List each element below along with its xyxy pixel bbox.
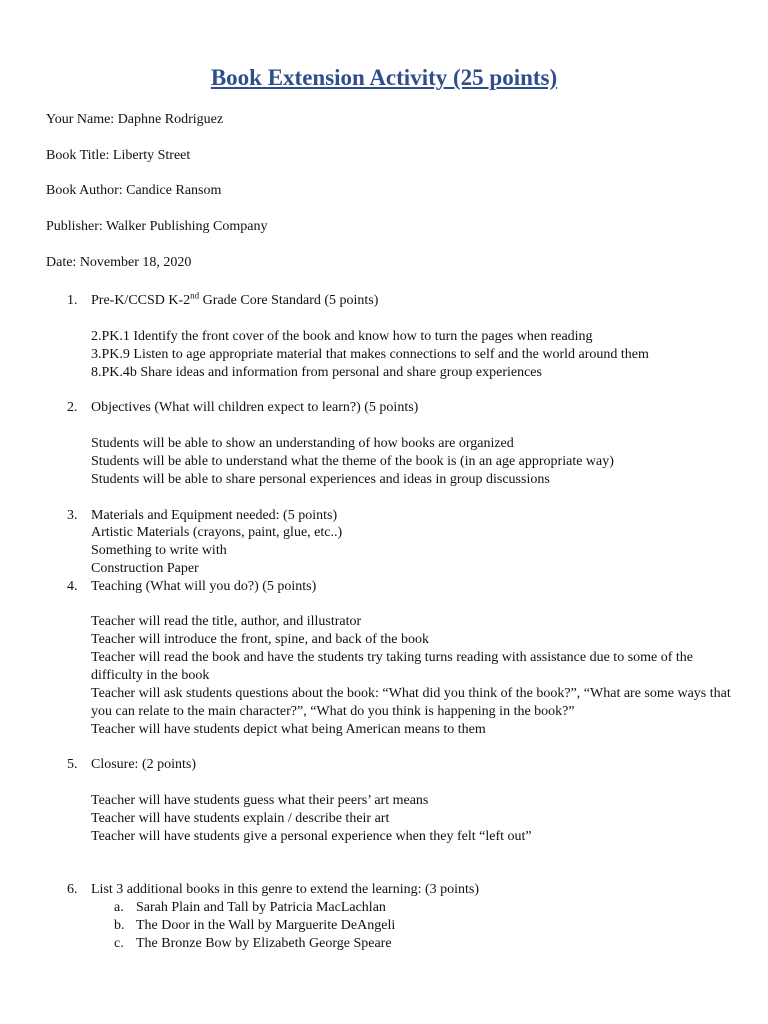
book-list-item: The Door in the Wall by Marguerite DeAngeli [136,918,396,933]
heading-part: Grade Core Standard (5 points) [199,293,379,308]
section-heading: Closure: (2 points) [91,757,196,772]
document-title: Book Extension Activity (25 points) [210,65,558,90]
teaching-line: Teacher will introduce the front, spine, and back of the book [91,632,430,647]
standard-line: 3.PK.9 Listen to age appropriate material that makes connections to self and the world around them [91,347,649,362]
section-number: 6. [67,882,78,897]
section-heading: Materials and Equipment needed: (5 points) [91,508,338,523]
teaching-line: Teacher will read the book and have the students try taking turns reading with assistance due to some of the difficulty in the book [91,650,694,683]
section-number: 1. [67,293,78,308]
section-heading: Objectives (What will children expect to learn?) (5 points) [91,400,419,415]
section-number: 5. [67,757,78,772]
book-list-letter: c. [114,936,124,951]
info-date: Date: November 18, 2020 [46,255,192,270]
closure-line: Teacher will have students explain / describe their art [91,811,390,826]
closure-line: Teacher will have students guess what their peers’ art means [91,793,429,808]
section-heading: Teaching (What will you do?) (5 points) [91,579,317,594]
teaching-line: Teacher will have students depict what being American means to them [91,722,486,737]
info-book-title: Book Title: Liberty Street [46,148,191,163]
teaching-line: Teacher will ask students questions about the book: “What did you think of the book?”, “What are some ways that you can relate to the main character?”, “What do you think is happening in the book?” [91,686,731,719]
teaching-line: Teacher will read the title, author, and illustrator [91,614,362,629]
section-heading: List 3 additional books in this genre to extend the learning: (3 points) [91,882,480,897]
book-list-item: The Bronze Bow by Elizabeth George Speare [136,936,392,951]
section-number: 3. [67,508,78,523]
book-list-letter: a. [114,900,124,915]
closure-line: Teacher will have students give a personal experience when they felt “left out” [91,829,532,844]
section-number: 4. [67,579,78,594]
standard-line: 2.PK.1 Identify the front cover of the book and know how to turn the pages when reading [91,329,593,344]
book-list-letter: b. [114,918,125,933]
standard-line: 8.PK.4b Share ideas and information from personal and share group experiences [91,365,542,380]
material-line: Construction Paper [91,561,199,576]
objective-line: Students will be able to share personal experiences and ideas in group discussions [91,472,550,487]
section-heading [91,292,378,310]
heading-superscript: nd [190,290,200,301]
material-line: Something to write with [91,543,227,558]
info-name: Your Name: Daphne Rodriguez [46,112,224,127]
heading-part: Pre-K/CCSD K-2 [91,293,191,308]
info-book-author: Book Author: Candice Ransom [46,183,222,198]
section-number: 2. [67,400,78,415]
objective-line: Students will be able to understand what the theme of the book is (in an age appropriate way) [91,454,614,469]
book-list-item: Sarah Plain and Tall by Patricia MacLachlan [136,900,386,915]
objective-line: Students will be able to show an understanding of how books are organized [91,436,514,451]
material-line: Artistic Materials (crayons, paint, glue, etc..) [91,525,343,540]
info-publisher: Publisher: Walker Publishing Company [46,219,268,234]
